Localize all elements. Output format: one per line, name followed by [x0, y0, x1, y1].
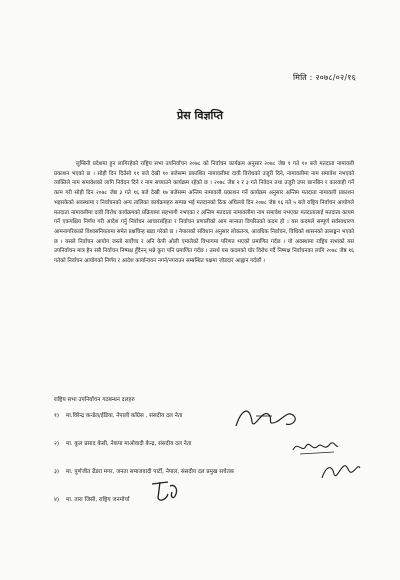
- signatory-item: [54, 468, 354, 496]
- document-date: मिति : २०७८/०२/१६: [293, 73, 356, 82]
- signatories-intro: राष्ट्रिय सभा उपनिर्वाचन गठबन्धन दलहरु: [54, 397, 135, 403]
- signatory-text: मा. कुल प्रसाद केसी, नेकपा माओवादी केन्द्र, संसदीय दल नेता: [66, 441, 192, 447]
- signatory-text: मा. तारा जिसी, राष्ट्रिय जनमोर्चा: [66, 497, 130, 503]
- signatory-item: [54, 412, 354, 440]
- document-heading: प्रेस विज्ञप्ति: [176, 109, 224, 122]
- signatory-list: [54, 412, 354, 524]
- body-paragraph: लुम्बिनी प्रदेशमा हुन लागिरहेको राष्ट्रिय सभा उपनिर्वाचन २०७८ को निर्वाचन कार्यक्रम अनुसार २०७८ जेष्ठ १ गते १० बजे मतदाता नामावली प्रकाशन भएको छ । सोही दिन दिउँसो ११ बजे देखी १० बजेसम्म प्रकाशित नामावलीमा दावी विरोधको उजुरी दिने, नामावलीमा नाम समावेश नभएको व्यक्तिले नाम समावेशको लागि निवेदन दिने र नाम सच्याउने कार्यक्रम रहेको छ । २०७८ जेष्ठ २ र ३ गते निवेदन तथा उजुरी उपर छानबिन र कारवाही गर्ने काम गरी सोही दिन २०७८ जेष्ठ ३ गते १६ बजे देखी १७ बजेसम्म अन्तिम नामावली प्रकाशन गर्ने कार्यक्रम अनुसार अन्तिम मतदाता नामावली प्रकाशन भइसकेको अवस्थामा र निर्वाचनको अन्य तालिका कार्यक्रमहरु सम्पन्न भई मतदानको ठिक अघिल्लो दिन २०७८ जेष्ठ १६ गते ५ बजे राष्ट्रिय निर्वाचन आयोगले मतदाता नामावलीमा दावी विरोध कार्यक्रमको प्रक्रियामा सहभागी नभएका र अन्तिम मतदाता नामावलीमा नाम समावेश नभएका मतदातालाई मतदाता कायम गर्ने एकपक्षिय निर्णय गरी आदेश गर्नु निर्वाचन आचारसंहिता र निर्वाचन प्रणालीको आम मान्यता विपरितको कदम हो । यस कदमले सम्पूर्ण सर्वसाधारण आमनागरिकको विश्वसनियतामा समेत प्रश्नचिन्ह खडा गरेको छ । नेपालको संविधान अनुसार लोकतन्त्र, आवधिक निर्वाचन, विधिको शासनको उल्लङ्घन भएको छ । यसले निर्वाचन आयोग जस्तो सर्वोच्च र अनि केपी ओली एमालेको विभागमा परिणत भएको प्रमाणित गर्दछ । यो अवस्थामा राष्ट्रिय सभाको यस उपनिर्वाचन मात्र हैन सबै निर्वाचन निष्पक्ष हुँदैनन् भन्ने कुरा पनि प्रमाणित गर्दछ । तसर्थ यस कदमको घोर विरोध गर्दै निष्पक्ष निर्वाचनका लागि २०७८ जेष्ठ १६ गतेको निर्वाचन आयोगको निर्णय र आदेश कार्यान्वयन नगर्न/नगराउन सम्बन्धित पक्षमा जोडदार आह्वान गर्दछौं ।: [54, 161, 354, 265]
- signatory-item: [54, 440, 354, 468]
- signatory-number: १): [54, 413, 60, 419]
- signatory-number: ४): [54, 497, 60, 503]
- signatory-text: मा.विरेन्द्र कन्डेल/ईडिया, नेपाली काँग्रेस , संसदीय दल नेता: [66, 413, 183, 419]
- signatory-number: २): [54, 441, 60, 447]
- signatory-item: [54, 496, 354, 524]
- signatory-text: मा. पुर्णजीत ढेंडरा मगर, जनता समाजवादी पार्टी, नेपाल, संसदीय दल प्रमुख सचेतक: [66, 469, 235, 475]
- signatory-number: ३): [54, 469, 60, 475]
